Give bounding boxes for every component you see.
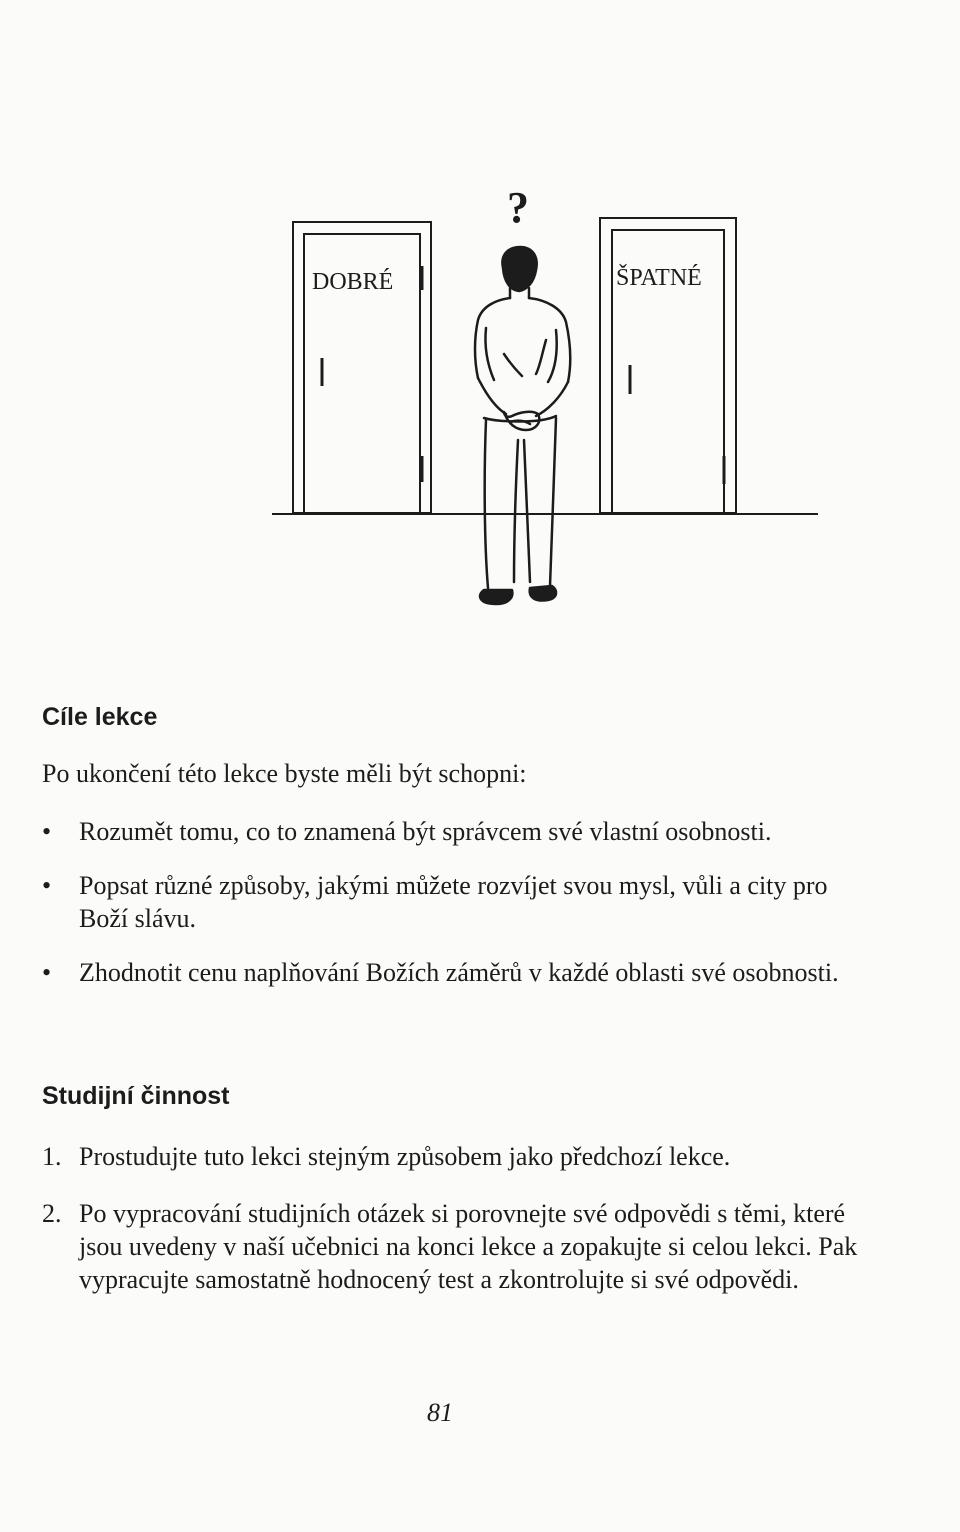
list-item [42, 869, 862, 935]
bullet-marker: • [42, 958, 52, 987]
bullet-marker: • [42, 817, 52, 846]
left-door-label: DOBRÉ [312, 269, 394, 295]
goal-text: Popsat různé způsoby, jakými můžete rozvíjet svou mysl, vůli a city pro Boží slávu. [79, 871, 828, 933]
item-number: 2. [42, 1199, 62, 1228]
list-item [42, 956, 862, 989]
study-text: Prostudujte tuto lekci stejným způsobem jako předchozí lekce. [79, 1142, 731, 1171]
list-item [42, 1140, 862, 1173]
goal-text: Rozumět tomu, co to znamená být správcem své vlastní osobnosti. [79, 817, 772, 846]
study-text: Po vypracování studijních otázek si porovnejte své odpovědi s těmi, které jsou uvedeny v naší učebnici na konci lekce a zopakujte si celou lekci. Pak vypracujte samostatně hodnocený test a zkontrolujte si své odpovědi. [79, 1199, 858, 1294]
goals-intro: Po ukončení této lekce byste měli být schopni: [42, 759, 527, 788]
list-item [42, 815, 862, 848]
page-number: 81 [427, 1398, 453, 1427]
study-list [42, 1140, 862, 1320]
question-mark: ? [507, 183, 529, 232]
illustration-two-doors [0, 0, 960, 640]
right-door-label: ŠPATNÉ [616, 265, 702, 291]
left-door [293, 222, 431, 513]
bullet-marker: • [42, 871, 52, 900]
list-item [42, 1197, 862, 1296]
man-figure [475, 247, 570, 604]
goals-list [42, 815, 862, 1010]
item-number: 1. [42, 1142, 62, 1171]
goals-heading: Cíle lekce [42, 703, 158, 731]
right-door [600, 218, 736, 513]
goal-text: Zhodnotit cenu naplňování Božích záměrů v každé oblasti své osobnosti. [79, 958, 839, 987]
study-heading: Studijní činnost [42, 1082, 230, 1110]
